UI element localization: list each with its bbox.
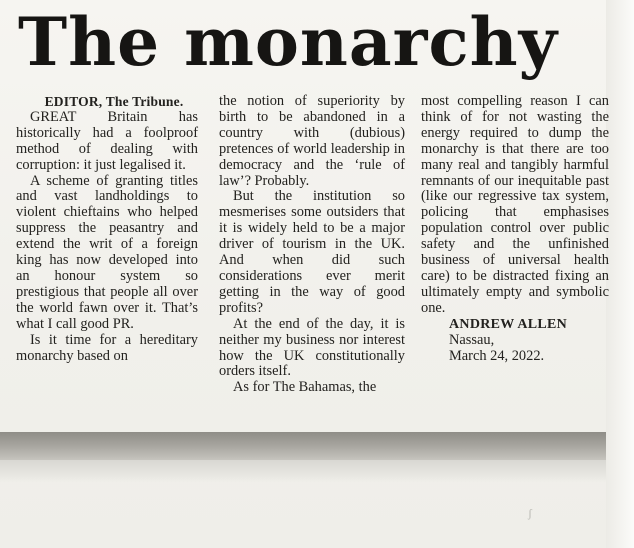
signature-name: ANDREW ALLEN <box>449 316 568 332</box>
column-1 <box>16 94 198 364</box>
signature-place: Nassau, <box>449 331 495 348</box>
paragraph: the notion of superiority by birth to be abandoned in a country with (dubious) pretences of world leadership in democracy and the ‘rule of law’? Probably. <box>219 93 405 189</box>
signature-date: March 24, 2022. <box>449 347 545 364</box>
paragraph: GREAT Britain has historically had a foolproof method of dealing with corruption: it just legalised it. <box>16 108 198 173</box>
paragraph: Is it time for a hereditary monarchy based on <box>16 331 198 364</box>
paragraph: A scheme of granting titles and vast landholdings to violent chieftains who helped suppress the peasantry and extend the writ of a foreign king has now developed into an honour system so prestigious that people all over the world fawn over it. That’s what I call good PR. <box>16 172 198 332</box>
headline: The monarchy <box>18 3 558 81</box>
fold-shadow <box>0 432 606 460</box>
column-2 <box>219 94 405 396</box>
pencil-mark: ʃ <box>528 506 532 520</box>
fold-shadow-fade <box>0 460 606 482</box>
paragraph: But the institution so mesmerises some outsiders that it is widely held to be a major driver of tourism in the UK. And when did such considerations ever merit getting in the way of good profits? <box>219 188 405 316</box>
paragraph: most compelling reason I can think of for not wasting the energy required to dump the monarchy is that there are too many real and tangibly harmful remnants of our inequitable past (like our regressive tax system, policing that emphasises population control over public safety and the unfinished business of universal health care) to be distracted fixing an ultimately empty and symbolic one. <box>421 93 609 316</box>
column-3 <box>421 94 609 364</box>
paragraph: As for The Bahamas, the <box>233 379 377 396</box>
paragraph: At the end of the day, it is neither my business nor interest how the UK constitutionally orders itself. <box>219 315 405 380</box>
editor-line: EDITOR, The Tribune. <box>44 94 184 109</box>
